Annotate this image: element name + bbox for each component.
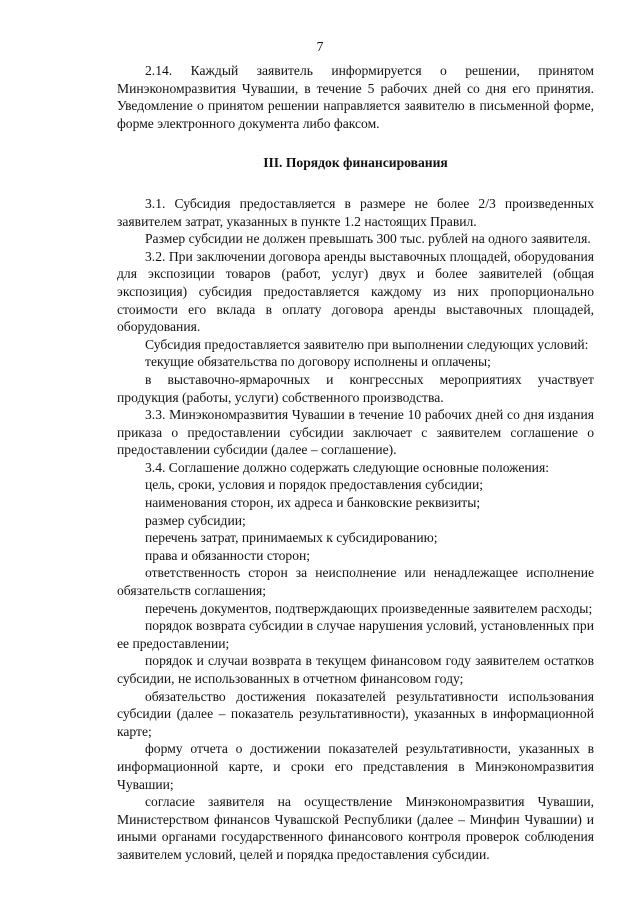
paragraph: 2.14. Каждый заявитель информируется о решении, принятом Минэкономразвития Чувашии, в течение 5 рабочих дней со дня его принятия. Уведомление о принятом решении направляется заявителю в письменной форме, форме электронного документа либо факсом. bbox=[117, 63, 594, 131]
list-item: порядок возврата субсидии в случае нарушения условий, установленных при ее предоставлении; bbox=[117, 618, 594, 651]
paragraph: Субсидия предоставляется заявителю при выполнении следующих условий: bbox=[145, 336, 589, 352]
paragraph: в выставочно-ярмарочных и конгрессных мероприятиях участвует продукция (работы, услуги) собственного производства. bbox=[117, 371, 594, 405]
list-item: наименования сторон, их адреса и банковские реквизиты; bbox=[145, 495, 481, 511]
paragraph: Размер субсидии не должен превышать 300 тыс. рублей на одного заявителя. bbox=[145, 231, 591, 247]
paragraph: текущие обязательства по договору исполнены и оплачены; bbox=[145, 354, 491, 370]
document-body bbox=[117, 62, 594, 864]
paragraph: 3.4. Соглашение должно содержать следующие основные положения: bbox=[145, 459, 549, 475]
list-item: порядок и случаи возврата в текущем финансовом году заявителем остатков субсидии, не использованных в отчетном финансовом году; bbox=[117, 653, 594, 686]
list-item: цель, сроки, условия и порядок предоставления субсидии; bbox=[145, 477, 484, 493]
page-number: 7 bbox=[316, 39, 324, 54]
list-item: перечень документов, подтверждающих произведенные заявителем расходы; bbox=[145, 600, 593, 616]
section-heading: III. Порядок финансирования bbox=[263, 155, 448, 171]
paragraph: 3.3. Минэкономразвития Чувашии в течение 10 рабочих дней со дня издания приказа о предоставлении субсидии заключает с заявителем соглашение о предоставлении субсидии (далее – соглашение). bbox=[117, 407, 594, 458]
list-item: ответственность сторон за неисполнение или ненадлежащее исполнение обязательств соглашения; bbox=[117, 565, 594, 599]
paragraph: 3.2. При заключении договора аренды выставочных площадей, оборудования для экспозиции товаров (работ, услуг) двух и более заявителей (общая экспозиция) субсидия предоставляется каждому из них пропорционально стоимости его вклада в оплату договора аренды выставочных площадей, оборудования. bbox=[117, 248, 594, 335]
list-item: перечень затрат, принимаемых к субсидированию; bbox=[145, 530, 438, 546]
paragraph: 3.1. Субсидия предоставляется в размере не более 2/3 произведенных заявителем затрат, указанных в пункте 1.2 настоящих Правил. bbox=[117, 195, 594, 229]
list-item: согласие заявителя на осуществление Минэкономразвития Чувашии, Министерством финансов Чувашской Республики (далее – Минфин Чувашии) и иными органами государственного финансового контроля проверок соблюдения заявителем условий, целей и порядка предоставления субсидии. bbox=[117, 794, 594, 862]
list-item: обязательство достижения показателей результативности использования субсидии (далее – показатель результативности), указанных в информационной карте; bbox=[117, 688, 594, 739]
list-item: права и обязанности сторон; bbox=[145, 547, 311, 563]
list-item: форму отчета о достижении показателей результативности, указанных в информационной карте, и сроки его представления в Минэкономразвития Чувашии; bbox=[117, 741, 594, 792]
list-item: размер субсидии; bbox=[145, 512, 246, 528]
